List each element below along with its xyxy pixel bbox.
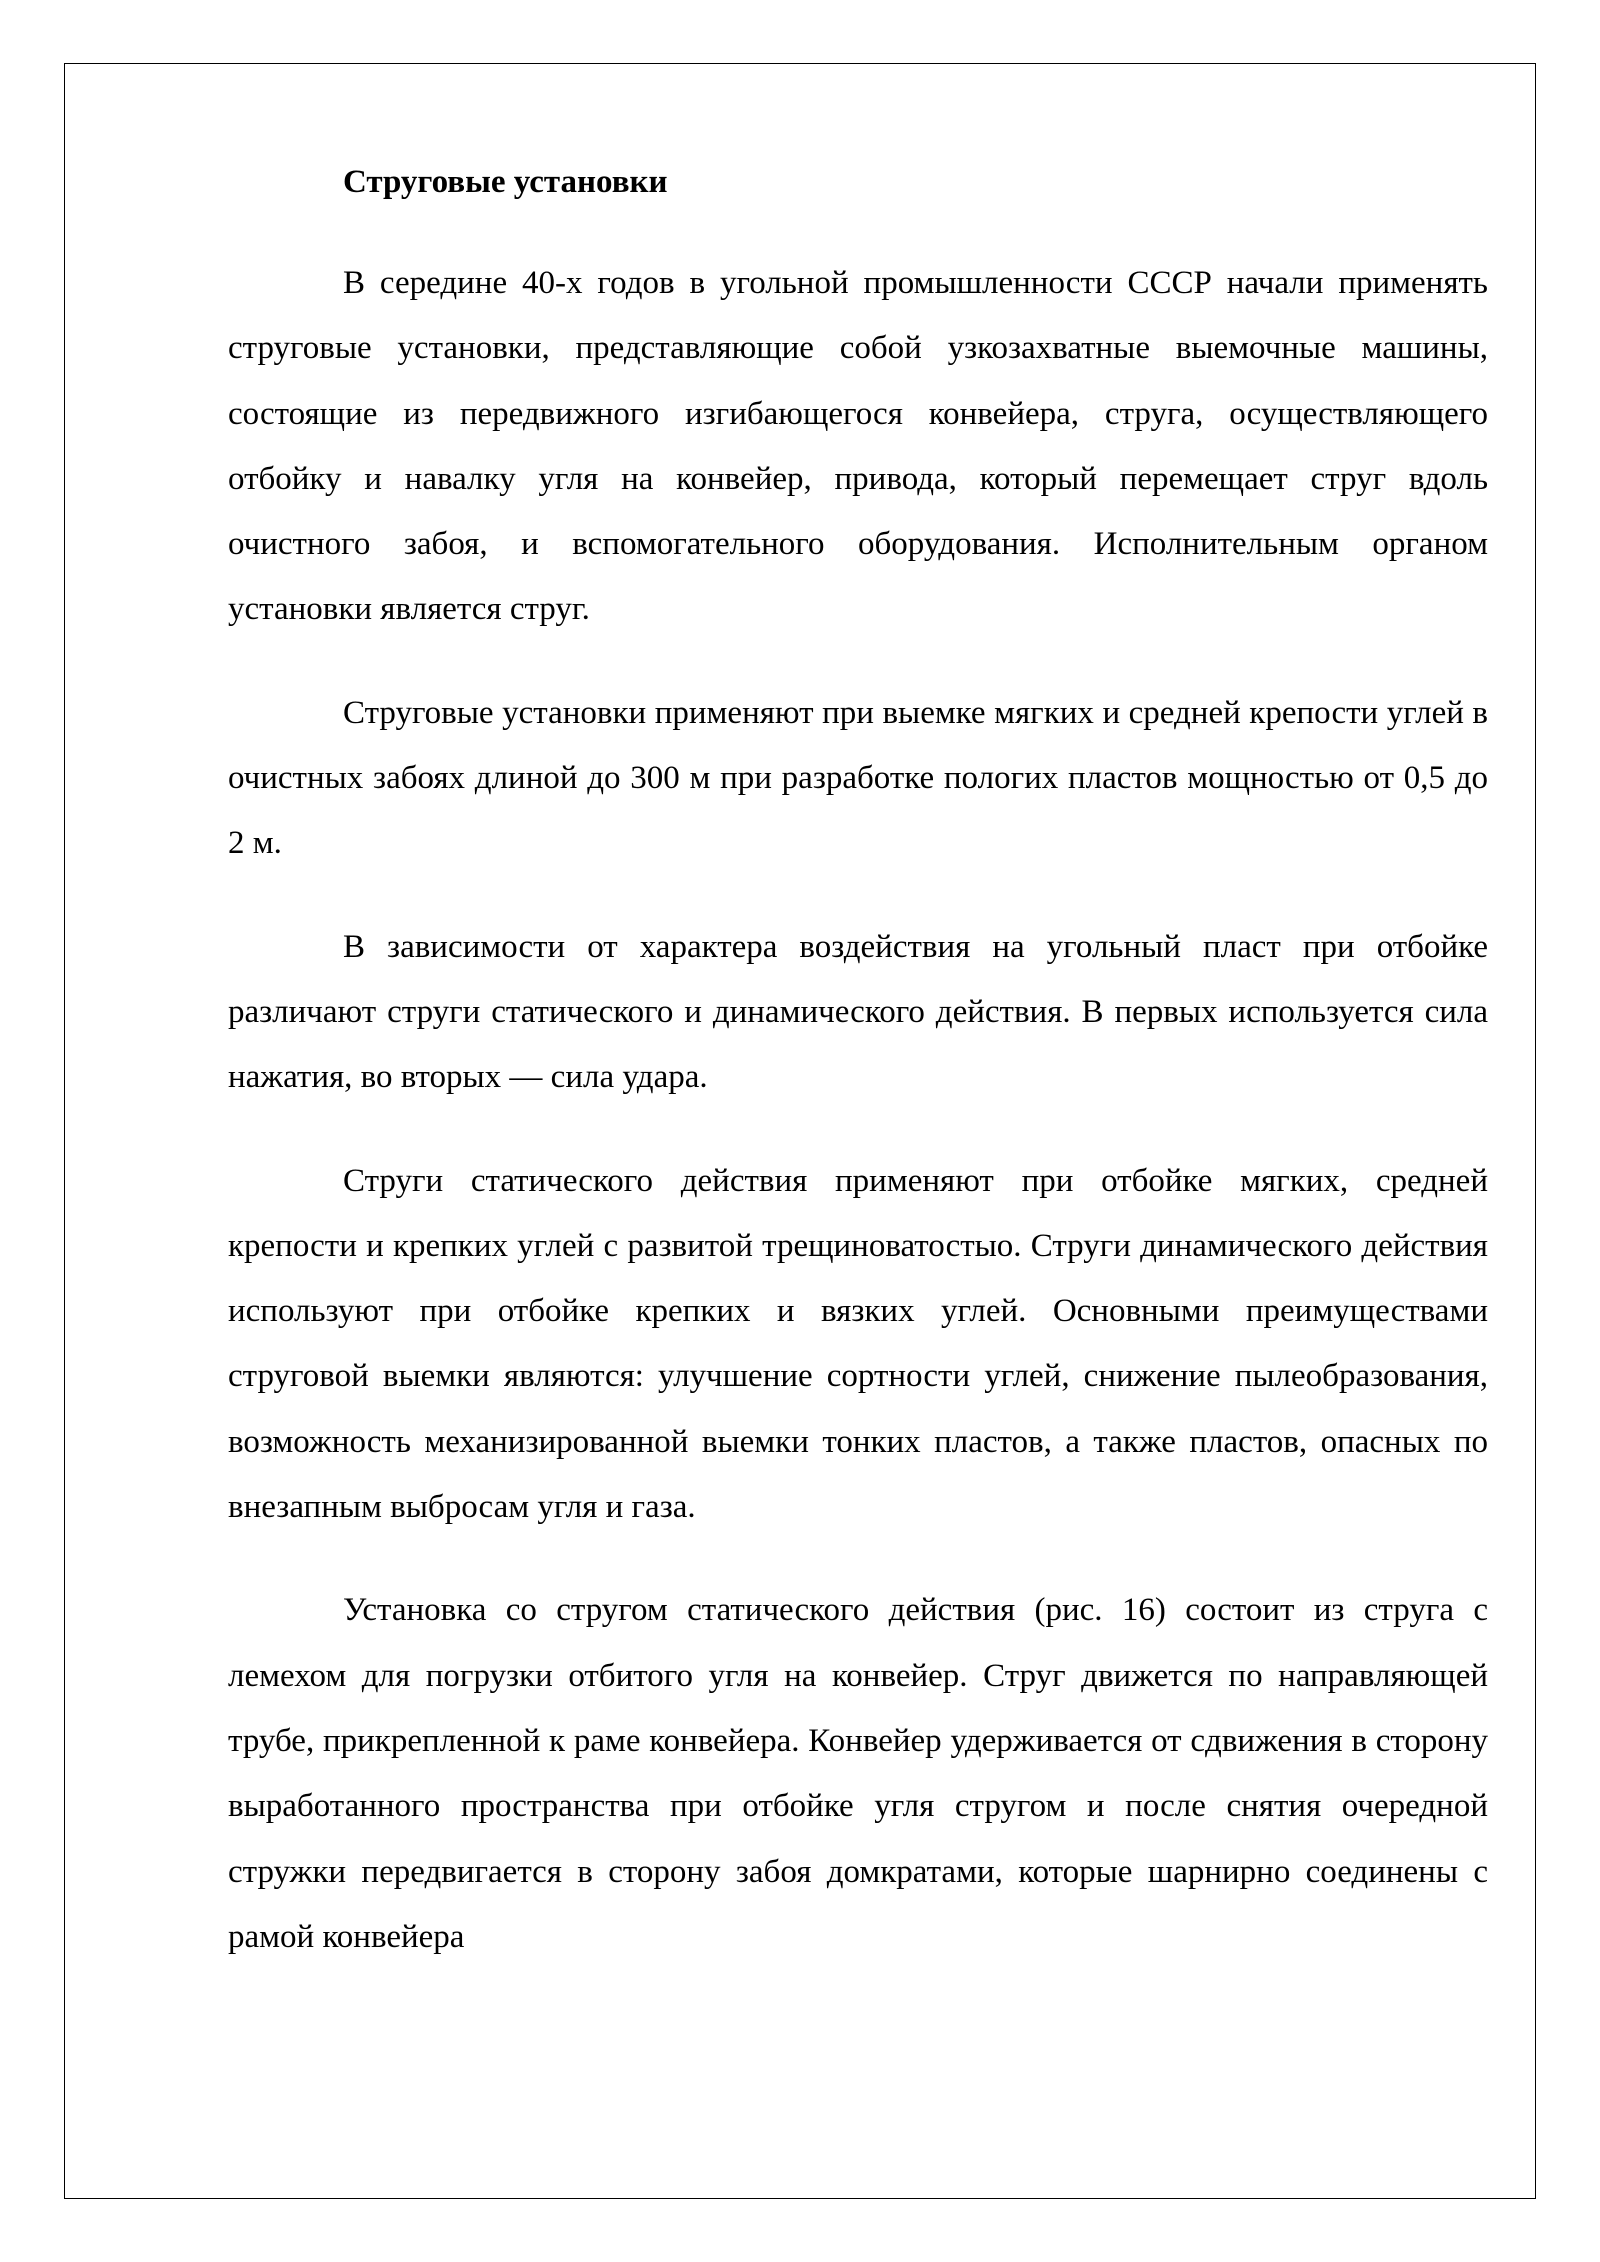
- paragraph-1: В середине 40-х годов в угольной промышленности СССР начали применять струговые установки, представляющие собой узкозахватные выемочные машины, состоящие из передвижного изгибающегося конвейера, струга, осуществляющего отбойку и навалку угля на конвейер, привода, который перемещает струг вдоль очистного забоя, и вспомогательного оборудования. Исполнительным органом установки является струг.: [228, 265, 1488, 628]
- section-heading: Струговые установки: [343, 164, 668, 200]
- document-body: [228, 140, 1488, 1970]
- paragraph-3: В зависимости от характера воздействия на угольный пласт при отбойке различают струги статического и динамического действия. В первых используется сила нажатия, во вторых — сила удара.: [228, 928, 1488, 1096]
- paragraph-5: Установка со стругом статического действия (рис. 16) состоит из струга с лемехом для погрузки отбитого угля на конвейер. Струг движется по направляющей трубе, прикрепленной к раме конвейера. Конвейер удерживается от сдвижения в сторону выработанного пространства при отбойке угля стругом и после снятия очередной стружки передвигается в сторону забоя домкратами, которые шарнирно соединены с рамой конвейера: [228, 1592, 1488, 1955]
- paragraph-4: Струги статического действия применяют при отбойке мягких, средней крепости и крепких углей с развитой трещиноватостыо. Струги динамического действия используют при отбойке крепких и вязких углей. Основными преимуществами струговой выемки являются: улучшение сортности углей, снижение пылеобразования, возможность механизированной выемки тонких пластов, а также пластов, опасных по внезапным выбросам угля и газа.: [228, 1162, 1488, 1526]
- paragraph-2: Струговые установки применяют при выемке мягких и средней крепости углей в очистных забоях длиной до 300 м при разработке пологих пластов мощностью от 0,5 до 2 м.: [228, 694, 1488, 862]
